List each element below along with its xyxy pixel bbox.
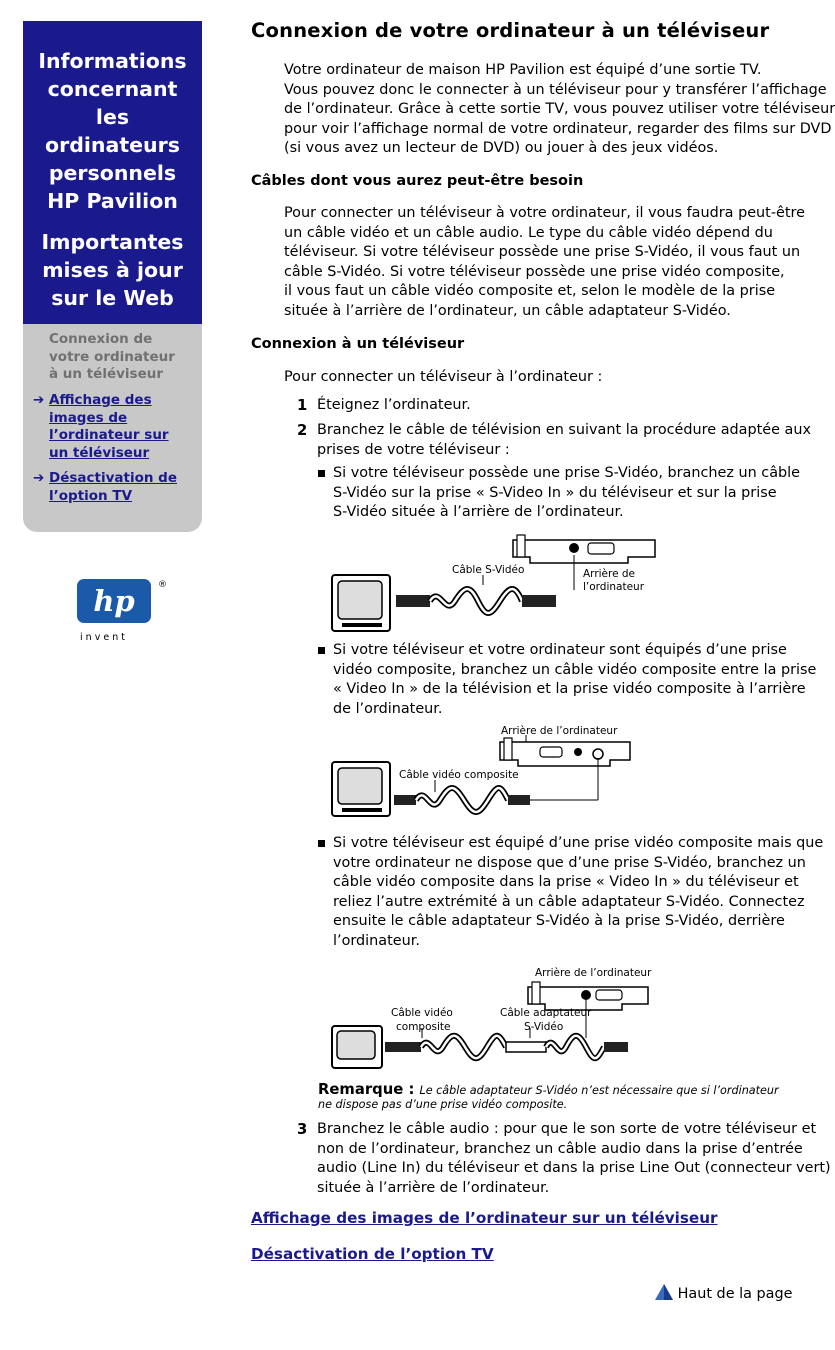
sidebar-web-updates[interactable] bbox=[23, 228, 202, 312]
intro-paragraph bbox=[284, 61, 835, 159]
registered-mark: ® bbox=[158, 580, 167, 590]
text-line: « Video In » de la télévision et la prise vidéo composite à l’arrière bbox=[333, 681, 806, 697]
rear-label: l’ordinateur bbox=[583, 581, 645, 593]
arrow-right-icon: ➔ bbox=[33, 392, 45, 408]
tv-icon bbox=[332, 762, 390, 816]
link-display-images[interactable]: Affichage des images de l’ordinateur sur un téléviseur bbox=[251, 1209, 718, 1227]
sidebar-link-line[interactable]: l’ordinateur sur bbox=[49, 427, 169, 443]
sidebar-current-topic bbox=[49, 331, 197, 384]
text-line: de l’ordinateur. Grâce à cette sortie TV, vous pouvez utiliser votre téléviseur bbox=[284, 101, 835, 117]
figure-svideo-connection bbox=[330, 535, 660, 635]
text-line: ensuite le câble adaptateur S-Vidéo à la prise S-Vidéo, derrière bbox=[333, 913, 785, 929]
text-line: l’ordinateur. bbox=[333, 932, 420, 949]
tv-icon bbox=[332, 1026, 382, 1068]
sidebar-web-line[interactable]: Importantes bbox=[41, 230, 184, 254]
text-line: audio (Line In) du téléviseur et dans la prise Line Out (connecteur vert) bbox=[317, 1160, 831, 1176]
tv-icon bbox=[332, 575, 390, 631]
sidebar-link-disable-tv[interactable] bbox=[33, 470, 193, 505]
sidebar-title-line: personnels bbox=[48, 161, 177, 185]
text-line: téléviseur. Si votre téléviseur possède une prise S-Vidéo, il vous faut un bbox=[284, 244, 801, 260]
svideo-cable-label: Câble S-Vidéo bbox=[452, 564, 525, 576]
step-3-text bbox=[317, 1120, 831, 1198]
text-line: de l’ordinateur. bbox=[333, 700, 443, 717]
sidebar-link-line[interactable]: Désactivation de bbox=[49, 470, 177, 486]
text-line: pour voir l’affichage normal de votre ordinateur, regarder des films sur DVD bbox=[284, 120, 832, 137]
connect-heading: Connexion à un téléviseur bbox=[251, 336, 465, 352]
bullet-2-text bbox=[333, 641, 816, 719]
hp-logo bbox=[76, 578, 166, 643]
sidebar-title-line: Informations bbox=[38, 49, 187, 73]
sidebar-link-line[interactable]: l’option TV bbox=[49, 487, 133, 504]
step-number: 2 bbox=[297, 422, 308, 439]
text-line: Vous pouvez donc le connecter à un téléviseur pour y transférer l’affichage bbox=[284, 81, 827, 98]
text-line: non de l’ordinateur, branchez un câble audio dans la prise d’entrée bbox=[317, 1140, 803, 1157]
adapter-cable-label: Câble adaptateur bbox=[500, 1007, 592, 1019]
text-line: Pour connecter un téléviseur à votre ordinateur, il vous faudra peut-être bbox=[284, 205, 805, 221]
sidebar-title bbox=[23, 47, 202, 215]
sidebar-link-line[interactable]: un téléviseur bbox=[49, 444, 150, 461]
pc-bracket-icon bbox=[513, 535, 655, 563]
sidebar-panel bbox=[23, 21, 202, 532]
sidebar-current-line: à un téléviseur bbox=[49, 366, 164, 382]
sidebar-title-line: HP Pavilion bbox=[47, 189, 178, 213]
composite-cable-label: Câble vidéo composite bbox=[399, 769, 519, 781]
adapter-cable-label: S-Vidéo bbox=[524, 1021, 564, 1033]
rear-label: Arrière de l’ordinateur bbox=[535, 967, 652, 979]
sidebar-link-display-images[interactable] bbox=[33, 392, 193, 462]
text-line: Votre ordinateur de maison HP Pavilion est équipé d’une sortie TV. bbox=[284, 62, 762, 78]
bullet-1-text bbox=[333, 464, 800, 523]
sidebar-web-line[interactable]: sur le Web bbox=[51, 286, 174, 310]
sidebar-link-line[interactable]: images de bbox=[49, 409, 128, 426]
sidebar-web-line[interactable]: mises à jour bbox=[42, 258, 183, 282]
text-line: reliez l’autre extrémité à un câble adaptateur S-Vidéo. Connectez bbox=[333, 893, 805, 910]
text-line: S-Vidéo sur la prise « S-Video In » du téléviseur et sur la prise bbox=[333, 484, 777, 501]
step-number: 1 bbox=[297, 397, 308, 414]
remark-label: Remarque : bbox=[318, 1081, 415, 1098]
sidebar-current-line: Connexion de bbox=[49, 331, 153, 347]
step-number: 3 bbox=[297, 1121, 308, 1138]
text-line: votre ordinateur ne dispose que d’une prise S-Vidéo, branchez un bbox=[333, 854, 806, 871]
composite-cable-label: Câble vidéo bbox=[391, 1007, 453, 1019]
triangle-up-icon bbox=[655, 1284, 673, 1300]
remark-note bbox=[318, 1079, 779, 1111]
text-line: prises de votre téléviseur : bbox=[317, 441, 510, 458]
bullet-square-icon bbox=[318, 470, 325, 477]
remark-text: Le câble adaptateur S-Vidéo n’est nécessaire que si l’ordinateur bbox=[419, 1084, 779, 1097]
sidebar-header-block bbox=[23, 21, 202, 324]
rear-label: Arrière de bbox=[583, 568, 636, 580]
figure-adapter-connection bbox=[330, 960, 660, 1070]
back-to-top-link[interactable] bbox=[655, 1284, 792, 1302]
bullet-3-text bbox=[333, 834, 823, 951]
arrow-right-icon: ➔ bbox=[33, 470, 45, 486]
pc-bracket-icon bbox=[500, 738, 630, 766]
sidebar-title-line: ordinateurs bbox=[45, 133, 180, 157]
text-line: câble vidéo composite dans la prise « Video In » du téléviseur et bbox=[333, 874, 799, 890]
text-line: Si votre téléviseur et votre ordinateur sont équipés d’une prise bbox=[333, 642, 787, 658]
remark-text: ne dispose pas d’une prise vidéo composite. bbox=[318, 1098, 568, 1111]
text-line: Branchez le câble de télévision en suivant la procédure adaptée aux bbox=[317, 422, 811, 438]
hp-logo-tagline: i n v e n t bbox=[80, 632, 125, 643]
text-line: située à l’arrière de l’ordinateur, un câble adaptateur S-Vidéo. bbox=[284, 302, 731, 319]
sidebar-title-line: concernant bbox=[47, 77, 178, 101]
hp-logo-text: hp bbox=[93, 584, 135, 618]
text-line: câble S-Vidéo. Si votre téléviseur possède une prise vidéo composite, bbox=[284, 263, 785, 280]
text-line: située à l’arrière de l’ordinateur. bbox=[317, 1179, 550, 1196]
text-line: Branchez le câble audio : pour que le son sorte de votre téléviseur et bbox=[317, 1121, 817, 1137]
sidebar-title-line: les bbox=[95, 105, 130, 129]
figure-composite-connection bbox=[330, 720, 640, 820]
cables-heading: Câbles dont vous aurez peut-être besoin bbox=[251, 173, 584, 189]
step-2-text bbox=[317, 421, 811, 460]
bullet-square-icon bbox=[318, 840, 325, 847]
text-line: il vous faut un câble vidéo composite et, selon le modèle de la prise bbox=[284, 283, 776, 299]
text-line: Si votre téléviseur est équipé d’une prise vidéo composite mais que bbox=[333, 835, 824, 851]
link-disable-tv[interactable]: Désactivation de l’option TV bbox=[251, 1245, 494, 1263]
text-line: Si votre téléviseur possède une prise S-Vidéo, branchez un câble bbox=[333, 465, 801, 481]
text-line: un câble vidéo et un câble audio. Le type du câble vidéo dépend du bbox=[284, 224, 773, 241]
sidebar-link-line[interactable]: Affichage des bbox=[49, 392, 152, 408]
sidebar-current-line: votre ordinateur bbox=[49, 348, 175, 365]
rear-label: Arrière de l’ordinateur bbox=[501, 725, 618, 737]
composite-cable-label: composite bbox=[396, 1021, 451, 1033]
text-line: (si vous avez un lecteur de DVD) ou jouer à des jeux vidéos. bbox=[284, 140, 719, 156]
text-line: vidéo composite, branchez un câble vidéo composite entre la prise bbox=[333, 661, 817, 678]
composite-cable-icon bbox=[385, 1036, 506, 1059]
pc-bracket-icon bbox=[528, 982, 648, 1010]
page-title: Connexion de votre ordinateur à un téléviseur bbox=[251, 19, 770, 42]
connect-intro: Pour connecter un téléviseur à l’ordinateur : bbox=[284, 369, 603, 385]
back-to-top-label[interactable]: Haut de la page bbox=[677, 1286, 793, 1302]
step-1-text: Éteignez l’ordinateur. bbox=[317, 397, 471, 413]
cables-paragraph bbox=[284, 204, 805, 321]
text-line: S-Vidéo située à l’arrière de l’ordinateur. bbox=[333, 504, 624, 520]
bullet-square-icon bbox=[318, 647, 325, 654]
